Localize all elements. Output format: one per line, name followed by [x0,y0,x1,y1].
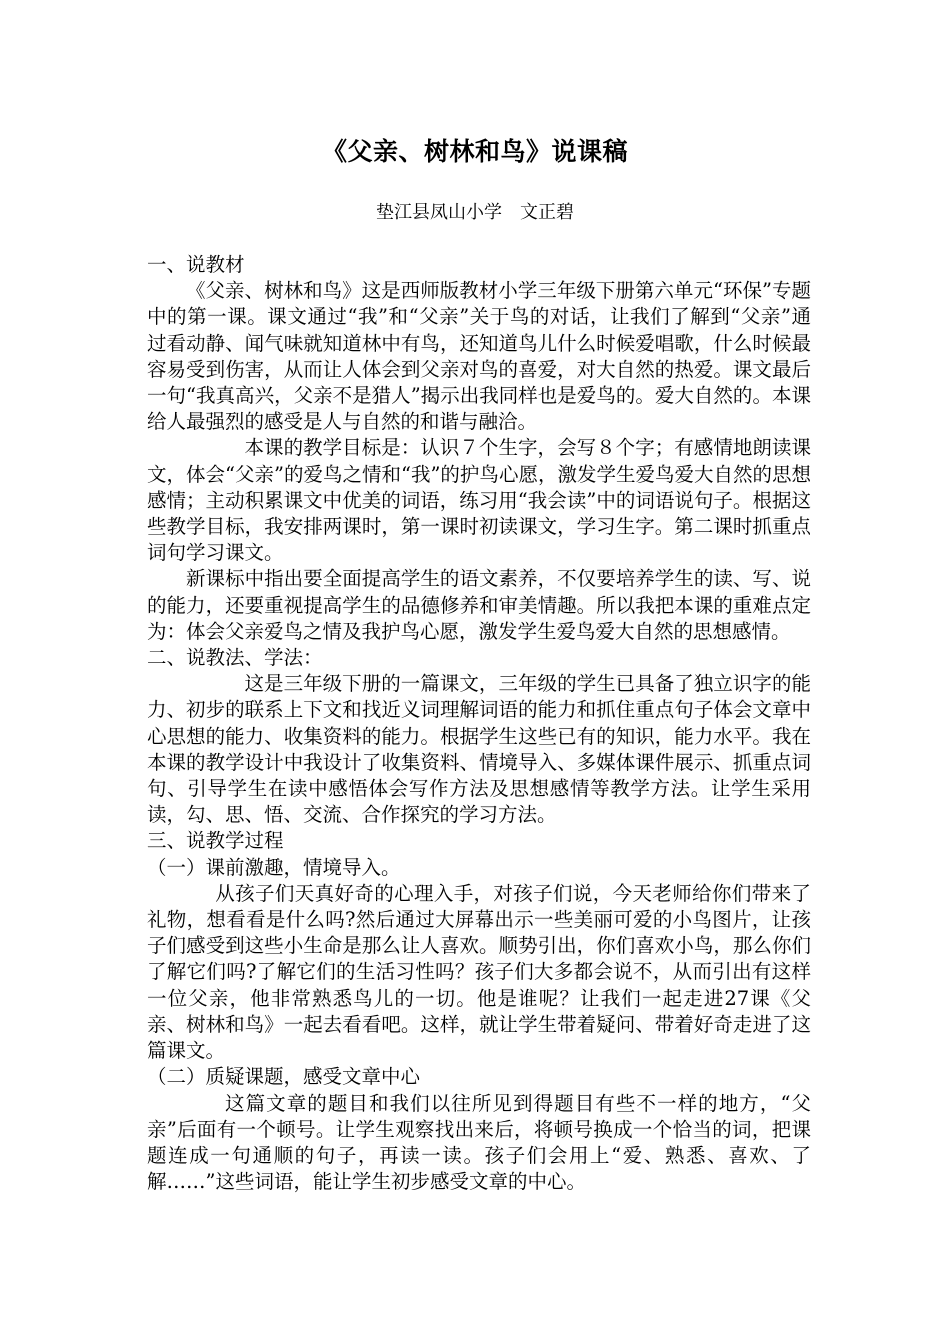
paragraph-teaching-goals: 本课的教学目标是：认识７个生字，会写８个字；有感情地朗读课文，体会“父亲”的爱鸟之情和“我”的护鸟心愿，激发学生爱鸟爱大自然的思想感情；主动积累课文中优美的词语，练习用“我会读”中的词语说句子。根据这些教学目标，我安排两课时，第一课时初读课文，学习生字。第二课时抓重点词句学习课文。 [147,436,811,565]
author-line: 垫江县凤山小学 文正碧 [376,202,574,223]
section-heading-process: 三、说教学过程 [147,829,284,853]
document-title: 《父亲、树林和鸟》说课稿 [321,137,628,166]
section-heading-methods: 二、说教法、学法： [147,646,323,670]
section-heading-teaching-material: 一、说教材 [147,253,245,276]
paragraph-warmup: 从孩子们天真好奇的心理入手，对孩子们说，今天老师给你们带来了礼物，想看看是什么吗?然后通过大屏幕出示一些美丽可爱的小鸟图片，让孩子们感受到这些小生命是那么让人喜欢。顺势引出，你们喜欢小鸟，那么你们了解它们吗?了解它们的生活习性吗？孩子们大多都会说不，从而引出有这样一位父亲，他非常熟悉鸟儿的一切。他是谁呢？让我们一起走进27课《父亲、树林和鸟》一起去看看吧。这样，就让学生带着疑问、带着好奇走进了这篇课文。 [147,881,811,1063]
paragraph-key-difficulties: 新课标中指出要全面提高学生的语文素养，不仅要培养学生的读、写、说的能力，还要重视提高学生的品德修养和审美情趣。所以我把本课的重难点定为：体会父亲爱鸟之情及我护鸟心愿，激发学生爱鸟爱大自然的思想感情。 [147,567,811,643]
paragraph-text-intro: 《父亲、树林和鸟》这是西师版教材小学三年级下册第六单元“环保”专题中的第一课。课文通过“我”和“父亲”关于鸟的对话，让我们了解到“父亲”通过看动静、闻气味就知道林中有鸟，还知道鸟儿什么时候爱唱歌，什么时候最容易受到伤害，从而让人体会到父亲对鸟的喜爱，对大自然的热爱。课文最后一句“我真高兴，父亲不是猎人”揭示出我同样也是爱鸟的。爱大自然的。本课给人最强烈的感受是人与自然的和谐与融洽。 [147,279,811,434]
paragraph-methods: 这是三年级下册的一篇课文，三年级的学生已具备了独立识字的能力、初步的联系上下文和找近义词理解词语的能力和抓住重点句子体会文章中心思想的能力、收集资料的能力。根据学生这些已有的知识，能力水平。我在本课的教学设计中我设计了收集资料、情境导入、多媒体课件展示、抓重点词句、引导学生在读中感悟体会写作方法及思想感情等教学方法。让学生采用读，勾、思、悟、交流、合作探究的学习方法。 [147,672,811,827]
subsection-heading-warmup: （一）课前激趣，情境导入。 [147,855,401,879]
paragraph-title-question: 这篇文章的题目和我们以往所见到得题目有些不一样的地方，“父亲”后面有一个顿号。让学生观察找出来后，将顿号换成一个恰当的词，把课题连成一句通顺的句子，再读一读。孩子们会用上“爱、熟悉、喜欢、了解……”这些词语，能让学生初步感受文章的中心。 [147,1091,811,1194]
document-body [147,252,811,1195]
subsection-heading-title-question: （二）质疑课题，感受文章中心 [147,1065,421,1089]
